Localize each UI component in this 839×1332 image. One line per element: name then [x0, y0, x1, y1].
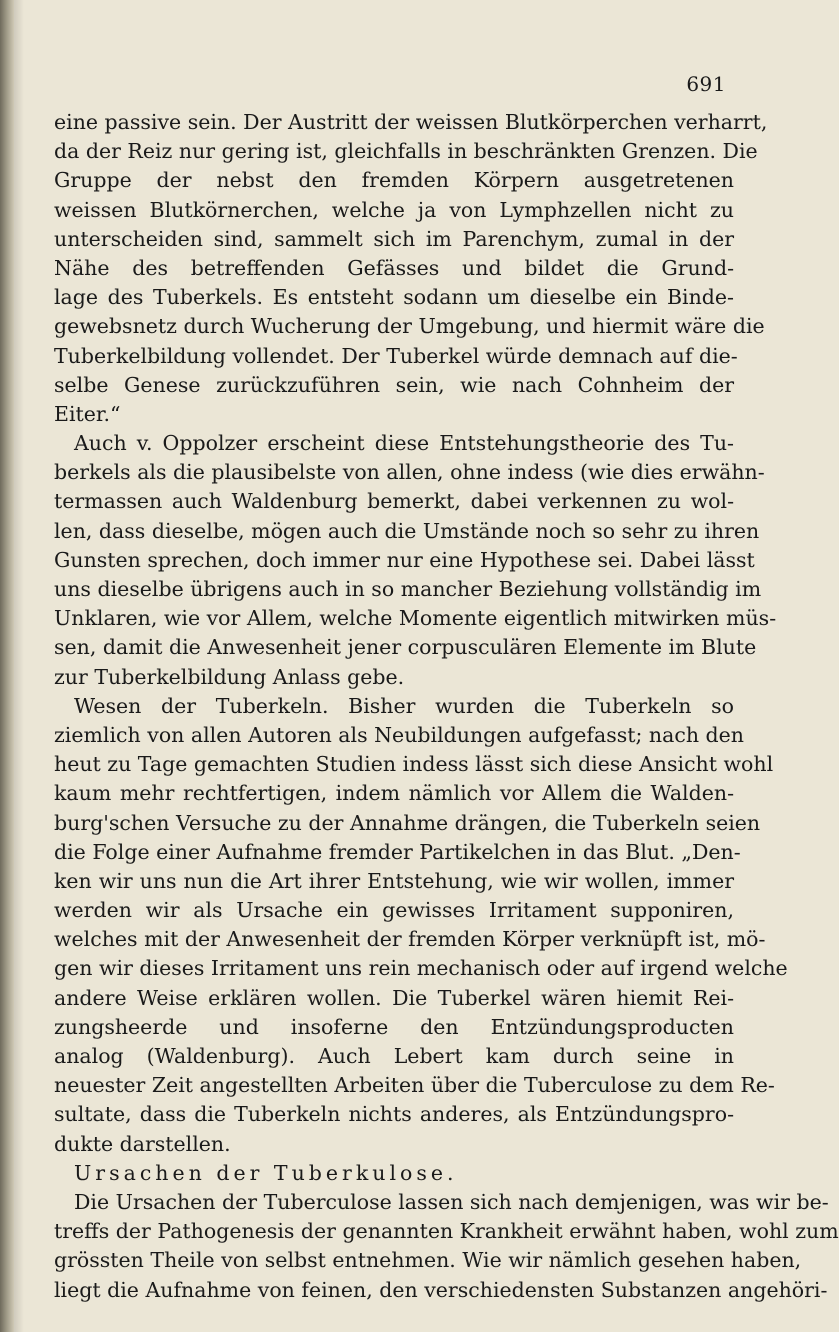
- text-line: lage des Tuberkels. Es entsteht sodann um dieselbe ein Binde-: [54, 285, 734, 310]
- text-line: andere Weise erklären wollen. Die Tuberkel wären hiemit Rei-: [54, 985, 734, 1010]
- text-line: grössten Theile von selbst entnehmen. Wie wir nämlich gesehen haben,: [54, 1248, 802, 1273]
- text-line: weissen Blutkörnerchen, welche ja von Lymphzellen nicht zu: [54, 197, 734, 222]
- text-line: uns dieselbe übrigens auch in so mancher Beziehung vollständig im: [54, 577, 762, 601]
- page-number: 691: [686, 72, 726, 96]
- body-text: [54, 108, 839, 1305]
- text-line: werden wir als Ursache ein gewisses Irritament supponiren,: [54, 898, 734, 923]
- text-line: sultate, dass die Tuberkeln nichts anderes, als Entzündungspro-: [54, 1102, 734, 1127]
- text-line: len, dass dieselbe, mögen auch die Umstände noch so sehr zu ihren: [54, 518, 760, 543]
- text-line: zur Tuberkelbildung Anlass gebe.: [54, 664, 405, 689]
- text-line: neuester Zeit angestellten Arbeiten über die Tuberculose zu dem Re-: [54, 1073, 775, 1098]
- text-line: selbe Genese zurückzuführen sein, wie nach Cohnheim der: [54, 372, 734, 397]
- text-line: termassen auch Waldenburg bemerkt, dabei verkennen zu wol-: [54, 489, 734, 514]
- text-line: die Folge einer Aufnahme fremder Partikelchen in das Blut. „Den-: [54, 839, 741, 864]
- text-line: kaum mehr rechtfertigen, indem nämlich vor Allem die Walden-: [54, 781, 734, 806]
- text-line: gewebsnetz durch Wucherung der Umgebung, und hiermit wäre die: [54, 314, 765, 339]
- book-binding: [0, 0, 14, 1332]
- text-line: da der Reiz nur gering ist, gleichfalls in beschränkten Grenzen. Die: [54, 139, 758, 164]
- binding-shadow: [14, 0, 24, 1332]
- text-line: burg'schen Versuche zu der Annahme drängen, die Tuberkeln seien: [54, 810, 761, 835]
- text-line: eine passive sein. Der Austritt der weissen Blutkörperchen verharrt,: [54, 110, 768, 134]
- text-line: gen wir dieses Irritament uns rein mechanisch oder auf irgend welche: [54, 956, 788, 981]
- text-line: ziemlich von allen Autoren als Neubildungen aufgefasst; nach den: [54, 722, 744, 747]
- text-line: Nähe des betreffenden Gefässes und bildet die Grund-: [54, 255, 734, 280]
- text-line: Gruppe der nebst den fremden Körpern ausgetretenen: [54, 168, 734, 193]
- text-line: unterscheiden sind, sammelt sich im Parenchym, zumal in der: [54, 226, 734, 251]
- text-line: heut zu Tage gemachten Studien indess lässt sich diese Ansicht wohl: [54, 752, 774, 777]
- text-line: Unklaren, wie vor Allem, welche Momente eigentlich mitwirken müs-: [54, 606, 777, 631]
- text-line: welches mit der Anwesenheit der fremden Körper verknüpft ist, mö-: [54, 927, 766, 952]
- text-line: Die Ursachen der Tuberculose lassen sich nach demjenigen, was wir be-: [74, 1189, 829, 1214]
- text-line: sen, damit die Anwesenheit jener corpusculären Elemente im Blute: [54, 635, 757, 660]
- text-line: Gunsten sprechen, doch immer nur eine Hypothese sei. Dabei lässt: [54, 547, 755, 572]
- text-line: liegt die Aufnahme von feinen, den verschiedensten Substanzen angehöri-: [54, 1277, 828, 1302]
- section-heading: Ursachen der Tuberkulose.: [74, 1160, 458, 1185]
- text-line: dukte darstellen.: [54, 1131, 231, 1156]
- text-line: analog (Waldenburg). Auch Lebert kam durch seine in: [54, 1044, 734, 1068]
- text-line: Eiter.“: [54, 401, 121, 426]
- text-line: zungsheerde und insoferne den Entzündungsproducten: [54, 1014, 734, 1039]
- text-line: berkels als die plausibelste von allen, ohne indess (wie dies erwähn-: [54, 460, 765, 485]
- text-line: Wesen der Tuberkeln. Bisher wurden die Tuberkeln so: [74, 693, 734, 718]
- text-line: treffs der Pathogenesis der genannten Krankheit erwähnt haben, wohl zum: [54, 1219, 839, 1244]
- text-line: ken wir uns nun die Art ihrer Entstehung, wie wir wollen, immer: [54, 868, 734, 893]
- text-line: Auch v. Oppolzer erscheint diese Entstehungstheorie des Tu-: [74, 431, 734, 456]
- text-line: Tuberkelbildung vollendet. Der Tuberkel würde demnach auf die-: [54, 343, 738, 368]
